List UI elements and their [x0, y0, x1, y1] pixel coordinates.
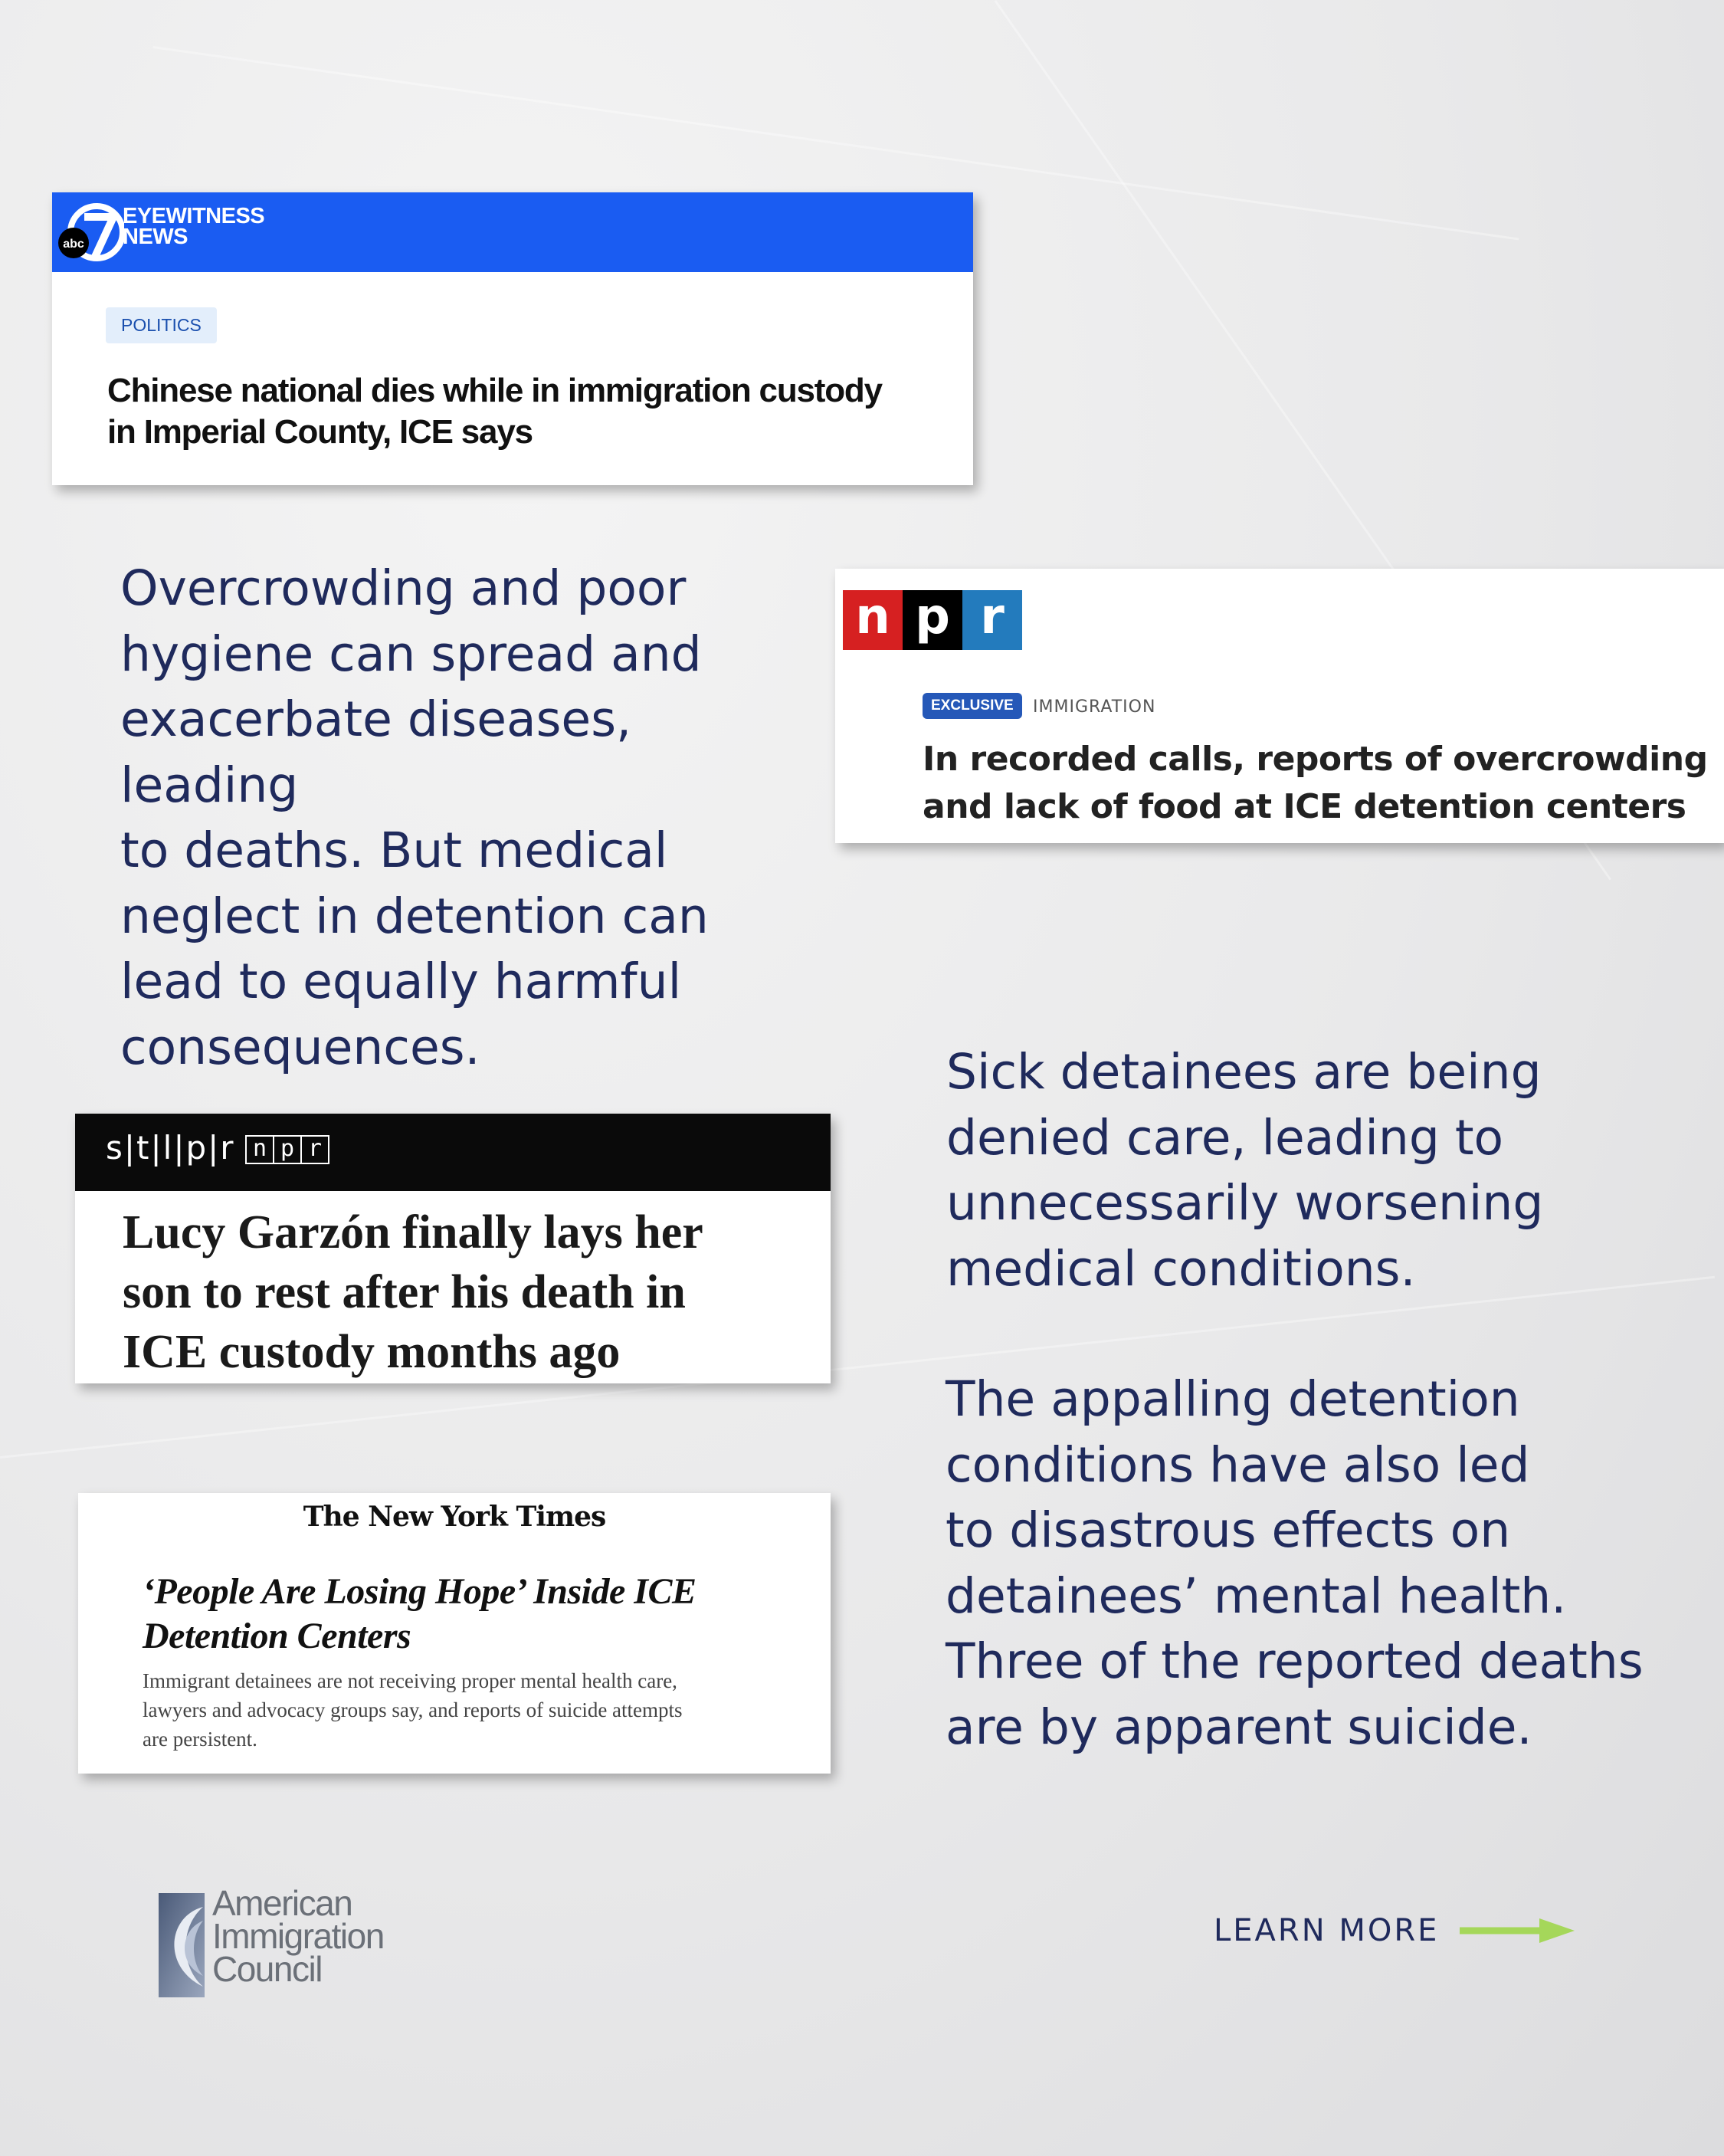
copy-line: detainees’ mental health. — [946, 1567, 1567, 1624]
stlpr-header-bar — [75, 1114, 831, 1191]
abc7-brand-name — [123, 206, 264, 248]
copy-overcrowding — [120, 556, 810, 1080]
npr-logo-letter: r — [307, 1135, 323, 1162]
copy-line: lead to equally harmful — [120, 953, 682, 1009]
nyt-news-card[interactable] — [78, 1493, 831, 1774]
copy-line: Sick detainees are being — [946, 1044, 1542, 1100]
right-arrow-icon[interactable] — [1460, 1917, 1575, 1944]
headline-line: ‘People Are Losing Hope’ Inside ICE — [143, 1571, 696, 1612]
copy-line: unnecessarily worsening — [946, 1175, 1544, 1231]
npr-logo-letter: p — [903, 590, 962, 650]
abc7-brand-line2: NEWS — [123, 225, 188, 249]
copy-mental-health — [946, 1367, 1712, 1760]
copy-line: Three of the reported deaths — [946, 1633, 1644, 1689]
headline-line: ICE custody months ago — [123, 1326, 621, 1378]
nyt-masthead-logo: The New York Times — [303, 1501, 606, 1533]
headline-line: Detention Centers — [143, 1616, 411, 1656]
copy-line: medical conditions. — [946, 1240, 1416, 1297]
copy-denied-care — [946, 1039, 1636, 1301]
headline-line: and lack of food at ICE detention centers — [923, 787, 1686, 826]
npr-logo-letter: r — [962, 590, 1022, 650]
summary-line: are persistent. — [143, 1728, 257, 1751]
aic-wordmark-line: Council — [212, 1949, 322, 1989]
aic-wordmark — [212, 1883, 384, 1989]
copy-line: are by apparent suicide. — [946, 1698, 1532, 1755]
npr-logo-letter: n — [843, 590, 903, 650]
npr-logo-letter: n — [247, 1137, 274, 1163]
aic-wordmark-line: American — [212, 1883, 352, 1923]
headline-line: son to rest after his death in — [123, 1266, 686, 1318]
summary-line: Immigrant detainees are not receiving proper mental health care, — [143, 1669, 677, 1692]
headline-line: In recorded calls, reports of overcrowding — [923, 740, 1708, 779]
npr-logo-letter: p — [274, 1137, 302, 1163]
abc7-brand-line1: EYEWITNESS — [123, 204, 265, 228]
headline-line: Chinese national dies while in immigration custody — [107, 372, 882, 409]
nyt-summary — [143, 1666, 771, 1754]
abc7-news-card[interactable] — [52, 192, 973, 485]
learn-more-link[interactable]: LEARN MORE — [1214, 1913, 1440, 1948]
stlpr-headline[interactable] — [123, 1203, 812, 1382]
copy-line: consequences. — [120, 1019, 480, 1075]
copy-line: hygiene can spread and — [120, 625, 702, 682]
npr-news-card[interactable] — [835, 569, 1724, 843]
npr-headline[interactable] — [923, 736, 1712, 831]
abc7-headline[interactable] — [107, 370, 958, 453]
exclusive-badge: EXCLUSIVE — [923, 693, 1022, 719]
copy-line: to disastrous effects on — [946, 1502, 1511, 1558]
american-immigration-council-logo[interactable] — [159, 1883, 388, 2000]
immigration-section-link[interactable]: IMMIGRATION — [1033, 697, 1156, 717]
aic-wordmark-line: Immigration — [212, 1916, 384, 1956]
npr-logo — [843, 590, 1022, 650]
abc7-header-bar — [52, 192, 973, 272]
copy-line: The appalling detention — [946, 1371, 1520, 1427]
copy-line: to deaths. But medical — [120, 822, 668, 878]
abc-badge-text: abc — [63, 238, 84, 251]
nyt-headline[interactable] — [143, 1570, 771, 1659]
politics-tag[interactable]: POLITICS — [106, 307, 217, 343]
headline-line: in Imperial County, ICE says — [107, 413, 533, 451]
stlpr-news-card[interactable] — [75, 1114, 831, 1383]
summary-line: lawyers and advocacy groups say, and reports of suicide attempts — [143, 1698, 683, 1721]
stlpr-npr-logo — [245, 1135, 329, 1164]
headline-line: Lucy Garzón finally lays her — [123, 1206, 703, 1258]
copy-line: Overcrowding and poor — [120, 560, 687, 616]
copy-line: denied care, leading to — [946, 1109, 1504, 1166]
copy-line: neglect in detention can — [120, 888, 709, 944]
stlpr-logo: s|t|l|p|r — [106, 1129, 235, 1167]
copy-line: exacerbate diseases, leading — [120, 691, 632, 813]
copy-line: conditions have also led — [946, 1436, 1530, 1493]
abc7-logo-icon — [57, 202, 124, 263]
aic-mark-icon — [159, 1893, 205, 1997]
